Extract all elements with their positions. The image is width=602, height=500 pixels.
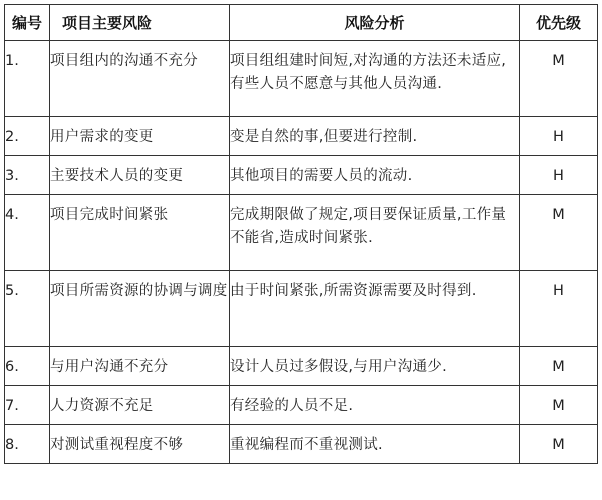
header-no: 编号 <box>5 5 50 41</box>
header-priority: 优先级 <box>520 5 598 41</box>
row-risk: 对测试重视程度不够 <box>50 425 230 464</box>
row-no: 2. <box>5 117 50 156</box>
table-row <box>5 41 598 117</box>
row-priority: M <box>520 347 598 386</box>
row-risk: 项目所需资源的协调与调度 <box>50 271 230 347</box>
row-no: 8. <box>5 425 50 464</box>
row-analysis: 有经验的人员不足. <box>230 386 520 425</box>
risk-table <box>4 4 598 464</box>
row-analysis: 其他项目的需要人员的流动. <box>230 156 520 195</box>
header-risk: 项目主要风险 <box>50 5 230 41</box>
row-priority: H <box>520 271 598 347</box>
row-risk: 项目完成时间紧张 <box>50 195 230 271</box>
row-analysis: 变是自然的事,但要进行控制. <box>230 117 520 156</box>
row-risk: 与用户沟通不充分 <box>50 347 230 386</box>
table-row <box>5 195 598 271</box>
table-row <box>5 271 598 347</box>
row-risk: 用户需求的变更 <box>50 117 230 156</box>
table-row <box>5 425 598 464</box>
row-no: 3. <box>5 156 50 195</box>
row-no: 5. <box>5 271 50 347</box>
row-analysis: 重视编程而不重视测试. <box>230 425 520 464</box>
row-risk: 人力资源不充足 <box>50 386 230 425</box>
row-risk: 主要技术人员的变更 <box>50 156 230 195</box>
row-analysis: 完成期限做了规定,项目要保证质量,工作量不能省,造成时间紧张. <box>230 195 520 271</box>
row-analysis: 项目组组建时间短,对沟通的方法还未适应,有些人员不愿意与其他人员沟通. <box>230 41 520 117</box>
table-row <box>5 156 598 195</box>
row-risk: 项目组内的沟通不充分 <box>50 41 230 117</box>
header-row <box>5 5 598 41</box>
row-priority: M <box>520 41 598 117</box>
table-row <box>5 347 598 386</box>
row-no: 6. <box>5 347 50 386</box>
table-row <box>5 117 598 156</box>
row-analysis: 设计人员过多假设,与用户沟通少. <box>230 347 520 386</box>
header-analysis: 风险分析 <box>230 5 520 41</box>
table-row <box>5 386 598 425</box>
row-priority: H <box>520 117 598 156</box>
row-no: 4. <box>5 195 50 271</box>
row-priority: M <box>520 195 598 271</box>
row-no: 7. <box>5 386 50 425</box>
row-no: 1. <box>5 41 50 117</box>
row-priority: M <box>520 386 598 425</box>
row-analysis: 由于时间紧张,所需资源需要及时得到. <box>230 271 520 347</box>
row-priority: M <box>520 425 598 464</box>
row-priority: H <box>520 156 598 195</box>
